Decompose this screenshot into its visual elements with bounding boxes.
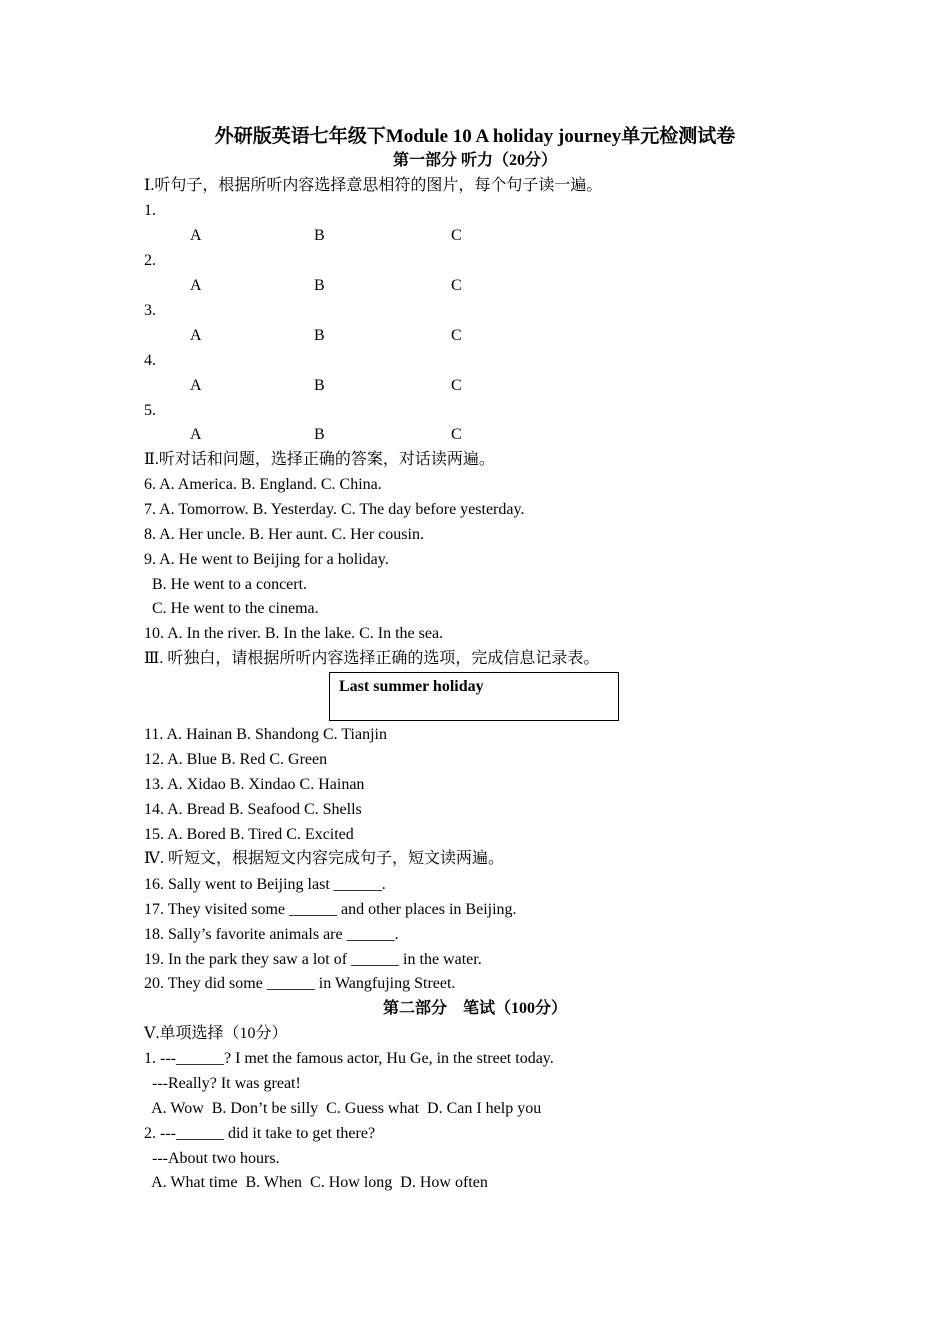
part1-heading: 第一部分 听力（20分） [392,152,557,169]
option-a: A [190,426,202,443]
info-record-box [329,672,619,721]
item-number: 3. [144,302,156,319]
question-line: B. He went to a concert. [144,576,308,593]
question-line: 15. A. Bored B. Tired C. Excited [144,826,354,843]
question-line: 18. Sally’s favorite animals are ______. [144,926,399,943]
section4-instruction: Ⅳ. 听短文，根据短文内容完成句子，短文读两遍。 [144,850,504,867]
question-line: 11. A. Hainan B. Shandong C. Tianjin [144,726,387,743]
option-c: C [451,426,462,443]
question-line: 12. A. Blue B. Red C. Green [144,751,328,768]
option-a: A [190,277,202,294]
question-line: 10. A. In the river. B. In the lake. C. In the sea. [144,625,444,642]
exam-title: 外研版英语七年级下Module 10 A holiday journey单元检测试卷 [214,126,736,147]
section5-instruction: Ⅴ.单项选择（10分） [144,1025,288,1042]
question-line: A. What time B. When C. How long D. How often [144,1174,488,1191]
question-line: 19. In the park they saw a lot of ______ in the water. [144,951,482,968]
section3-instruction: Ⅲ. 听独白，请根据所听内容选择正确的选项，完成信息记录表。 [144,650,600,667]
option-c: C [451,377,462,394]
item-number: 5. [144,402,156,419]
info-box-title: Last summer holiday [339,678,484,695]
question-line: 1. ---______? I met the famous actor, Hu Ge, in the street today. [144,1050,554,1067]
question-line: C. He went to the cinema. [144,600,319,617]
question-line: 14. A. Bread B. Seafood C. Shells [144,801,362,818]
question-line: 2. ---______ did it take to get there? [144,1125,376,1142]
option-b: B [314,377,325,394]
item-number: 4. [144,352,156,369]
option-b: B [314,277,325,294]
question-line: 8. A. Her uncle. B. Her aunt. C. Her cousin. [144,526,424,543]
question-line: 6. A. America. B. England. C. China. [144,476,382,493]
question-line: 17. They visited some ______ and other places in Beijing. [144,901,517,918]
question-line: 13. A. Xidao B. Xindao C. Hainan [144,776,365,793]
part2-heading: 第二部分 笔试（100分） [382,1000,567,1017]
option-c: C [451,327,462,344]
option-b: B [314,426,325,443]
item-number: 1. [144,202,156,219]
option-a: A [190,227,202,244]
section1-instruction: Ⅰ.听句子，根据所听内容选择意思相符的图片，每个句子读一遍。 [144,177,603,194]
option-a: A [190,327,202,344]
question-line: 20. They did some ______ in Wangfujing Street. [144,975,456,992]
question-line: A. Wow B. Don’t be silly C. Guess what D. Can I help you [144,1100,542,1117]
item-number: 2. [144,252,156,269]
option-c: C [451,277,462,294]
question-line: 7. A. Tomorrow. B. Yesterday. C. The day before yesterday. [144,501,525,518]
section2-instruction: Ⅱ.听对话和问题，选择正确的答案，对话读两遍。 [144,451,495,468]
question-line: ---About two hours. [144,1150,280,1167]
option-b: B [314,227,325,244]
option-b: B [314,327,325,344]
option-a: A [190,377,202,394]
question-line: ---Really? It was great! [144,1075,301,1092]
question-line: 9. A. He went to Beijing for a holiday. [144,551,389,568]
question-line: 16. Sally went to Beijing last ______. [144,876,386,893]
option-c: C [451,227,462,244]
